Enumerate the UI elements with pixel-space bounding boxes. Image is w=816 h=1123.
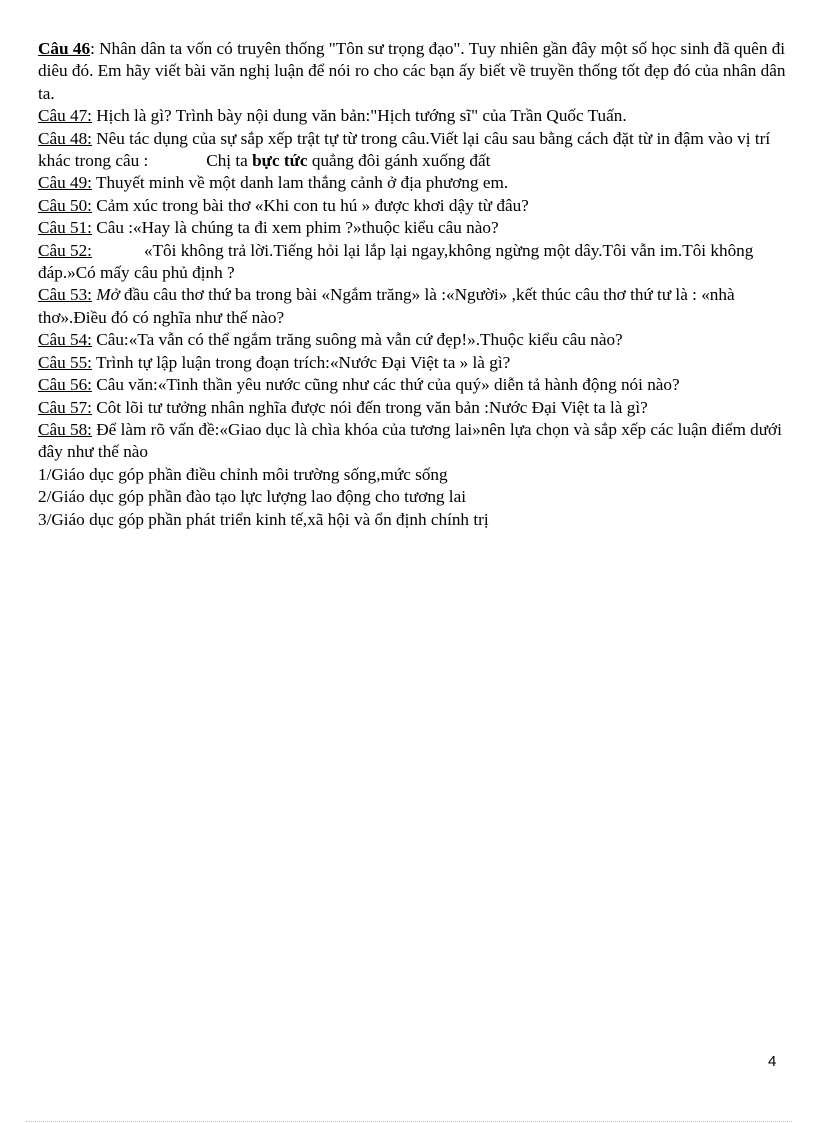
example-sentence-end: quẳng đôi gánh xuống đất [307, 151, 491, 171]
question-text: Câu văn:«Tinh thần yêu nước cũng như các thứ của quý» diễn tả hành động nói nào? [91, 375, 680, 395]
question-46 [38, 38, 786, 105]
list-item: 3/Giáo dục góp phần phát triển kinh tế,xã hội và ổn định chính trị [38, 509, 489, 529]
question-text: Câu :«Hay là chúng ta đi xem phim ?»thuộc kiểu câu nào? [91, 218, 499, 238]
italic-word: Mở [96, 285, 120, 305]
question-text: Để làm rõ vấn đề:«Giao dục là chìa khóa của tương lai»nên lựa chọn và sắp xếp các luận điểm dưới đây như thế nào [38, 419, 782, 462]
example-sentence-start: Chị ta [206, 151, 253, 171]
question-54 [38, 329, 786, 351]
question-text: «Tôi không trả lời.Tiếng hỏi lại lắp lại ngay,không ngừng một dây.Tôi vẫn im.Tôi không đáp.»Có mấy câu phủ định ? [38, 240, 754, 283]
question-57 [38, 397, 786, 419]
question-label: Câu 54: [38, 330, 92, 350]
question-55 [38, 352, 786, 374]
question-51 [38, 217, 786, 239]
question-label: Câu 58: [38, 419, 92, 439]
question-label: Câu 52: [38, 240, 92, 260]
question-text: Trình tự lập luận trong đoạn trích:«Nước Đại Việt ta » là gì? [91, 352, 511, 372]
question-label: Câu 57: [38, 397, 92, 417]
question-label: Câu 50: [38, 195, 92, 215]
question-label: Câu 48: [38, 128, 92, 148]
question-53 [38, 284, 786, 329]
document-body [38, 38, 786, 531]
question-text: đầu câu thơ thứ ba trong bài «Ngắm trăng» là :«Người» ,kết thúc câu thơ thứ tư là : «nhà thơ».Điều đó có nghĩa như thế nào? [38, 285, 735, 327]
question-text: Thuyết minh về một danh lam thắng cảnh ở địa phương em. [91, 173, 509, 193]
question-50 [38, 195, 786, 217]
question-label: Câu 49: [38, 173, 92, 193]
question-48 [38, 128, 786, 173]
question-58 [38, 419, 786, 464]
question-text: Côt lõi tư tưởng nhân nghĩa được nói đến trong văn bản :Nước Đại Việt ta là gì? [91, 397, 648, 417]
page-bottom-divider [26, 1121, 792, 1122]
question-52 [38, 240, 786, 285]
question-label: Câu 56: [38, 375, 92, 395]
list-item: 1/Giáo dục góp phần điều chỉnh môi trường sống,mức sống [38, 464, 448, 484]
question-text: Nêu tác dụng của sự sắp xếp trật tự từ trong câu.Viết lại câu sau bằng cách đặt từ in đậm vào vị trí khác trong câu : [38, 128, 771, 171]
question-47 [38, 105, 786, 127]
question-label: Câu 51: [38, 218, 92, 238]
question-text: Cảm xúc trong bài thơ «Khi con tu hú » được khơi dậy từ đâu? [91, 195, 529, 215]
question-text: Hịch là gì? Trình bày nội dung văn bản:"Hịch tướng sĩ" của Trần Quốc Tuấn. [91, 106, 627, 126]
question-label: Câu 55: [38, 352, 92, 372]
question-56 [38, 374, 786, 396]
bold-phrase: bực tức [252, 151, 308, 171]
question-text: : Nhân dân ta vốn có truyên thống "Tôn sư trọng đạo". Tuy nhiên gần đây một số học sinh đã quên đi diêu đó. Em hãy viết bài văn nghị luận để nói ro cho các bạn ấy biết về truyền thống tốt đẹp đó của nhân dân ta. [38, 39, 786, 103]
question-label: Câu 47: [38, 106, 92, 126]
list-item: 2/Giáo dục góp phần đào tạo lực lượng lao động cho tương lai [38, 487, 466, 507]
question-text: Câu:«Ta vẫn có thể ngắm trăng suông mà vẫn cứ đẹp!».Thuộc kiểu câu nào? [91, 330, 623, 350]
page-number: 4 [768, 1053, 777, 1070]
question-label: Câu 46 [38, 39, 91, 58]
question-label: Câu 53: [38, 285, 92, 305]
question-49 [38, 172, 786, 194]
